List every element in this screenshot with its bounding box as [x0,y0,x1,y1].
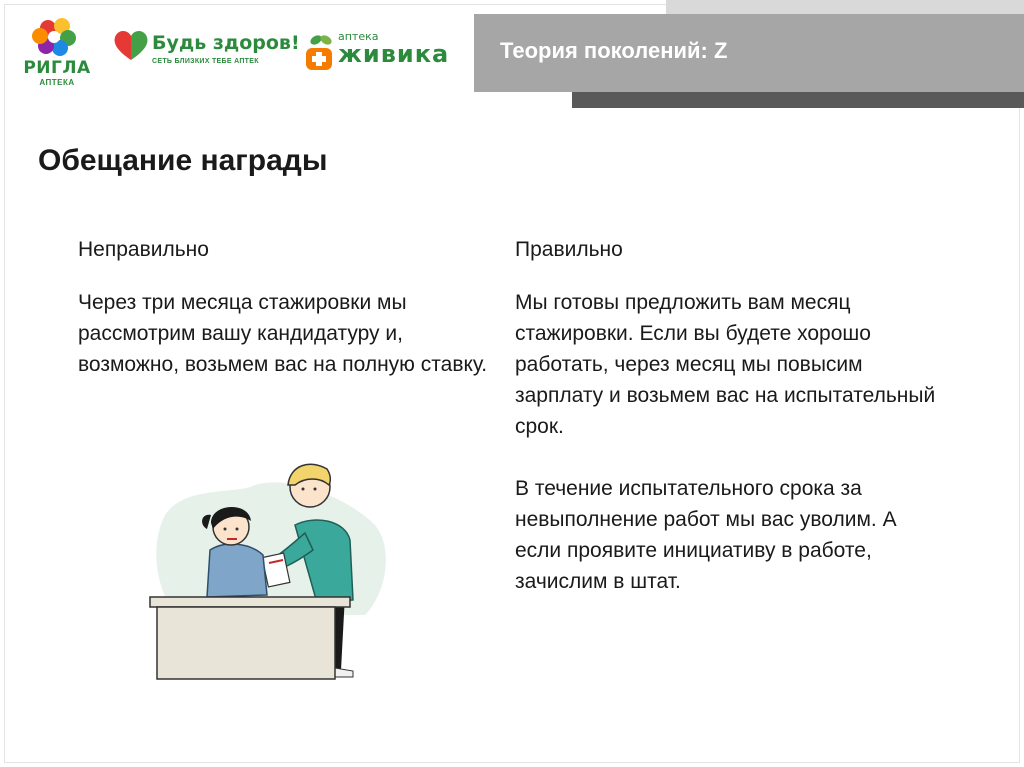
zhivika-logo-name: живика [338,40,450,68]
header-accent-bottom [572,92,1024,108]
bud-zdorov-logo-name: Будь здоров! [152,32,300,54]
wrong-label: Неправильно [78,238,209,261]
page-title: Обещание награды [38,144,328,177]
header-accent-top [666,0,1024,14]
right-text-1: Мы готовы предложить вам месяц стажировки. Если вы будете хорошо работать, через месяц мы повысим зарплату и возьмем вас на испытательный срок. [515,291,936,438]
bud-zdorov-logo-sub: СЕТЬ БЛИЗКИХ ТЕБЕ АПТЕК [152,58,259,65]
interview-illustration [145,455,400,685]
zhivika-logo-small: аптека [338,30,379,43]
flower-icon [18,14,98,60]
rigla-logo-sub: АПТЕКА [39,78,75,87]
rigla-logo-name: РИГЛА [23,58,91,78]
rigla-logo [18,14,98,89]
wrong-text: Через три месяца стажировки мы рассмотрим вашу кандидатуру и, возможно, возьмем вас на полную ставку. [78,291,488,376]
heart-icon [112,28,150,62]
bud-zdorov-logo [112,28,300,78]
right-label: Правильно [515,238,623,261]
header-title: Теория поколений: Z [500,38,728,63]
cross-leaf-icon [302,32,336,72]
right-text-2: В течение испытательного срока за невыполнение работ мы вас уволим. А если проявите инициативу в работе, зачислим в штат. [515,477,897,593]
zhivika-logo [302,28,462,78]
